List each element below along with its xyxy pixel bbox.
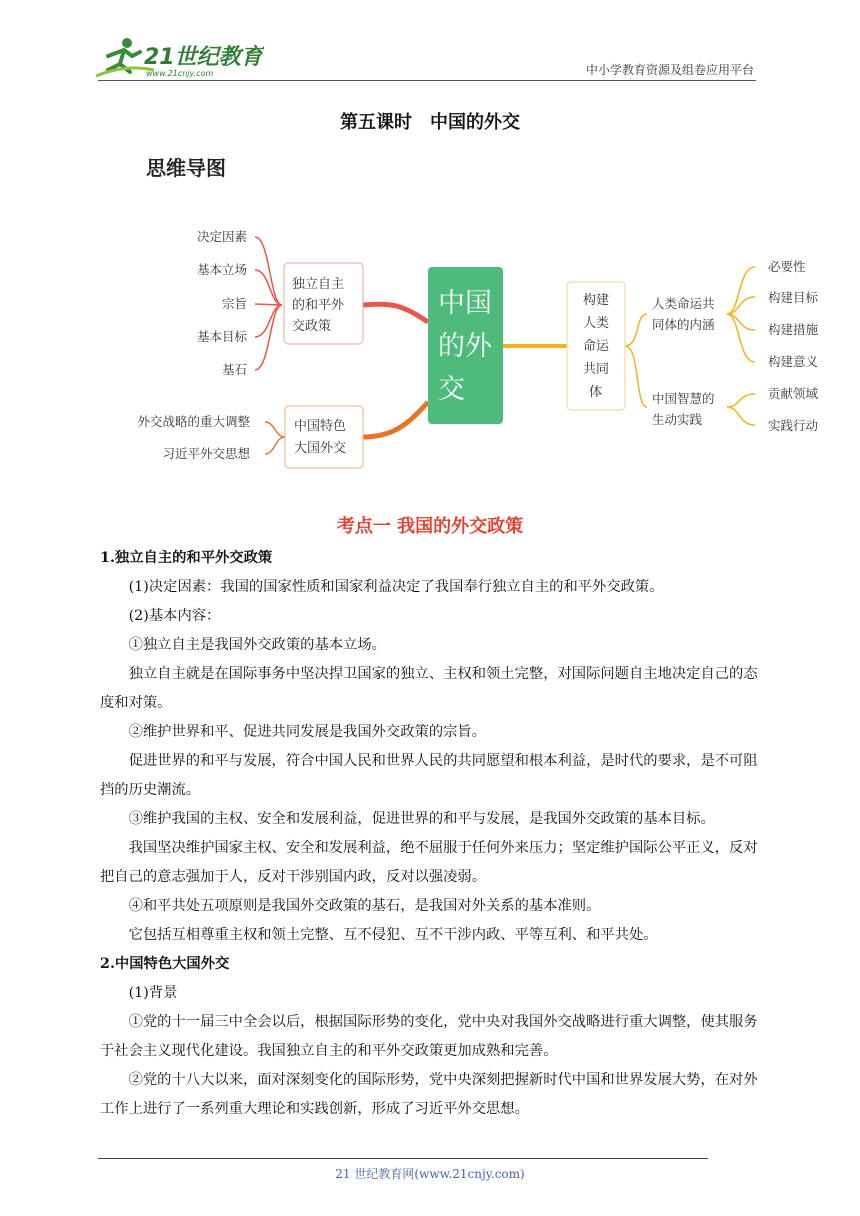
logo-runner-icon — [94, 34, 264, 84]
paragraph: 我国坚决维护国家主权、安全和发展利益，绝不屈服于任何外来压力；坚定维护国际公平正义，反对把自己的意志强加于人，反对干涉别国内政，反对以强凌弱。 — [100, 840, 758, 885]
left-top-connectors — [255, 237, 282, 370]
right-line-1: 构建 — [583, 293, 610, 308]
left-top-line-1: 独立自主 — [292, 277, 345, 292]
leaf-practice-action: 实践行动 — [768, 418, 819, 433]
paragraph: ④和平共处五项原则是我国外交政策的基石，是我国对外关系的基本准则。 — [128, 898, 601, 914]
paragraph: 独立自主就是在国际事务中坚决捍卫国家的独立、主权和领土完整，对国际问题自主地决定自己的态度和对策。 — [100, 666, 758, 711]
leaf-build-goal: 构建目标 — [768, 290, 819, 305]
platform-label: 中小学教育资源及组卷应用平台 — [585, 63, 754, 77]
leaf-build-significance: 构建意义 — [768, 354, 819, 369]
right-sub1-line-2: 同体的内涵 — [652, 317, 715, 332]
paragraph: ②维护世界和平、促进共同发展是我国外交政策的宗旨。 — [128, 724, 487, 740]
paragraph: (1)决定因素：我国的国家性质和国家利益决定了我国奉行独立自主的和平外交政策。 — [128, 579, 664, 595]
leaf-decision-factor: 决定因素 — [196, 229, 247, 244]
leaf-cornerstone: 基石 — [221, 362, 247, 377]
center-line-3: 交 — [438, 374, 465, 405]
right-line-4: 共同 — [583, 362, 610, 377]
logo-url: www.21cnjy.com — [146, 69, 214, 78]
paragraph: 它包括互相尊重主权和领土完整、互不侵犯、互不干涉内政、平等互利、和平共处。 — [128, 927, 658, 943]
paragraph: ①党的十一届三中全会以后，根据国际形势的变化，党中央对我国外交战略进行重大调整，使其服务于社会主义现代化建设。我国独立自主的和平外交政策更加成熟和完善。 — [100, 1014, 758, 1059]
leaf-build-measures: 构建措施 — [768, 322, 819, 337]
center-line-2: 的外 — [438, 331, 492, 362]
paragraph: ③维护我国的主权、安全和发展利益，促进世界的和平与发展，是我国外交政策的基本目标。 — [128, 811, 715, 827]
leaf-basic-goal: 基本目标 — [196, 329, 247, 344]
leaf-necessity: 必要性 — [768, 259, 806, 274]
leaf-xi-diplomacy: 习近平外交思想 — [162, 446, 250, 461]
leaf-contribution-area: 贡献领域 — [768, 386, 819, 401]
paragraph: (2)基本内容： — [128, 608, 221, 624]
left-top-line-3: 交政策 — [292, 319, 332, 334]
center-line-1: 中国 — [438, 288, 492, 319]
paragraph: (1)背景 — [128, 985, 178, 1001]
left-top-line-2: 的和平外 — [292, 298, 345, 313]
left-bottom-node — [285, 406, 363, 468]
leaf-purpose: 宗旨 — [221, 296, 247, 311]
kaodian-heading: 考点一 我国的外交政策 — [336, 516, 524, 537]
content-body — [100, 544, 762, 1124]
footer-divider — [98, 1158, 708, 1159]
leaf-basic-stance: 基本立场 — [196, 262, 247, 277]
mindmap-diagram — [95, 222, 835, 477]
subheading-1: 1.独立自主的和平外交政策 — [100, 550, 273, 566]
right-sub1-line-1: 人类命运共 — [652, 296, 715, 311]
header-divider — [98, 80, 756, 81]
site-logo — [94, 34, 264, 84]
left-bottom-line-1: 中国特色 — [294, 419, 347, 434]
subheading-2: 2.中国特色大国外交 — [100, 956, 230, 972]
footer-link[interactable]: 21 世纪教育网(www.21cnjy.com) — [335, 1167, 525, 1181]
right-line-2: 人类 — [583, 316, 610, 331]
paragraph: ②党的十八大以来，面对深刻变化的国际形势，党中央深刻把握新时代中国和世界发展大势，在对外工作上进行了一系列重大理论和实践创新，形成了习近平外交思想。 — [100, 1072, 758, 1117]
mindmap-heading: 思维导图 — [146, 156, 226, 180]
page-title: 第五课时 中国的外交 — [340, 112, 520, 133]
leaf-strategy-adjustment: 外交战略的重大调整 — [137, 414, 250, 429]
right-line-3: 命运 — [583, 339, 610, 354]
right-sub2-line-2: 生动实践 — [652, 412, 703, 427]
right-line-5: 体 — [589, 385, 603, 400]
right-sub2-line-1: 中国智慧的 — [652, 391, 715, 406]
paragraph: ①独立自主是我国外交政策的基本立场。 — [128, 637, 386, 653]
paragraph: 促进世界的和平与发展，符合中国人民和世界人民的共同愿望和根本利益，是时代的要求，是不可阻挡的历史潮流。 — [100, 753, 758, 798]
logo-text: 21世纪教育 — [144, 45, 263, 70]
left-bottom-line-2: 大国外交 — [294, 441, 347, 456]
left-bottom-connectors — [265, 422, 285, 454]
